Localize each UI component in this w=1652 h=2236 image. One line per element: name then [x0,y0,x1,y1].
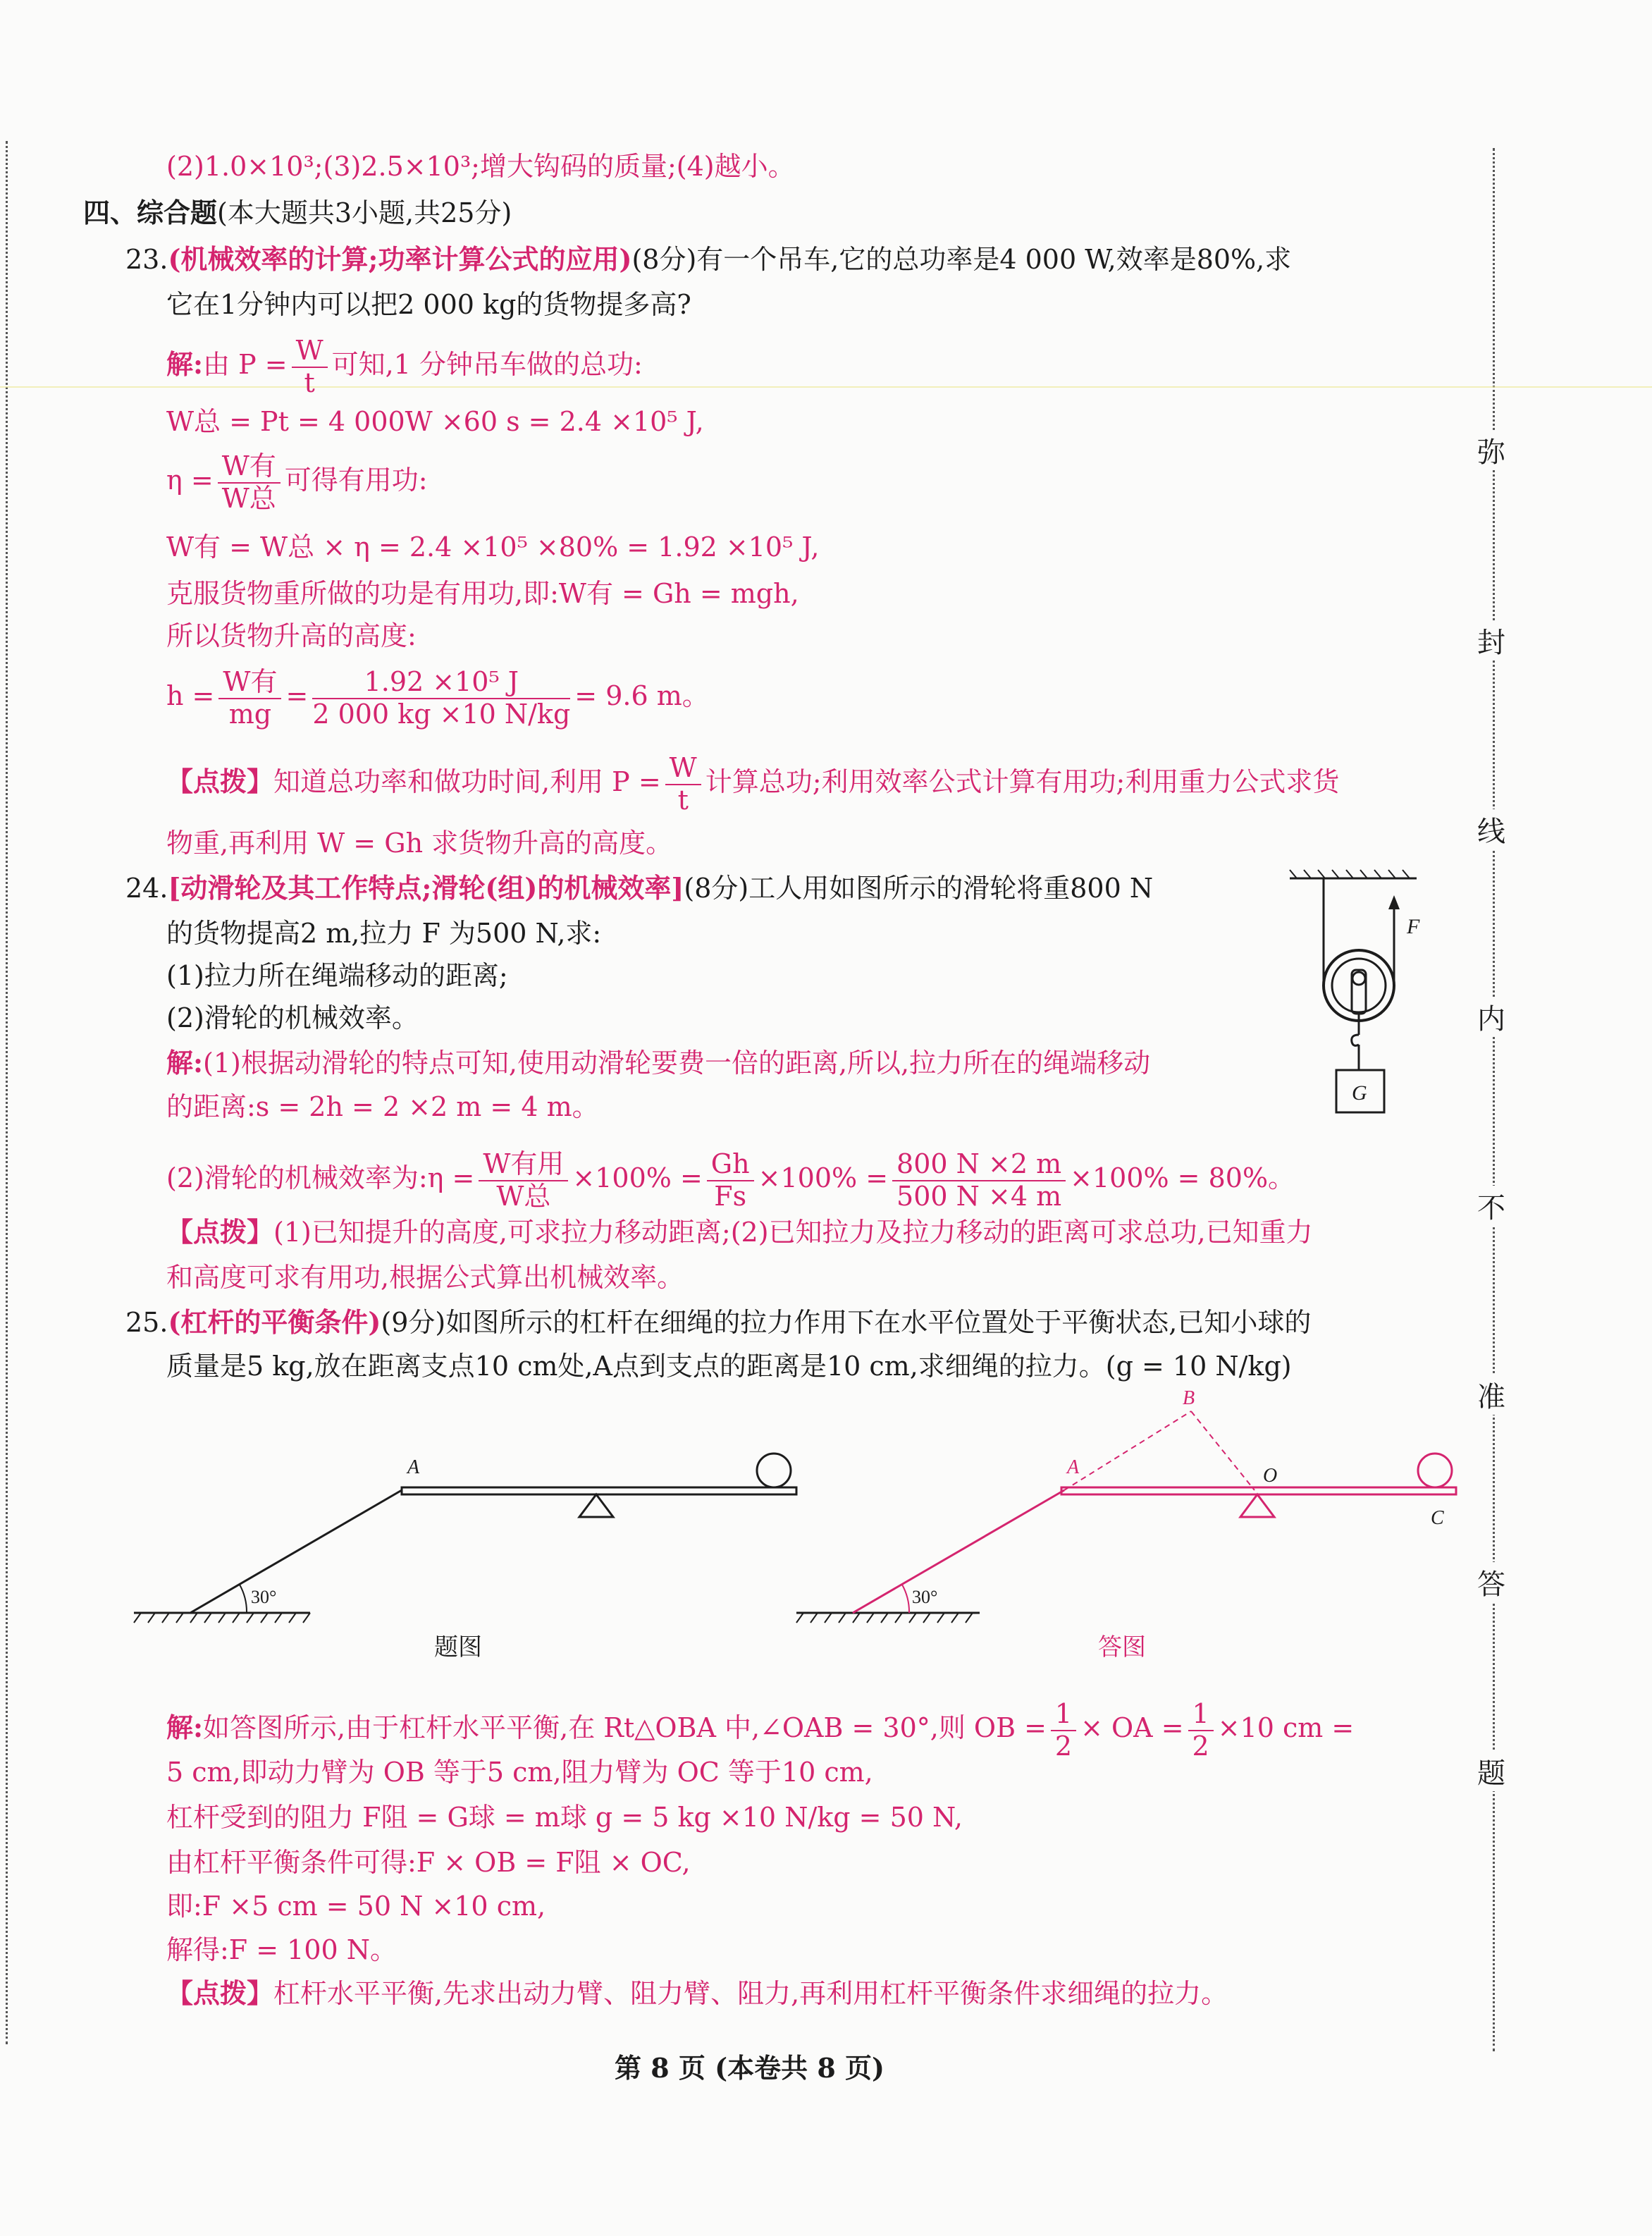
seal-char-5: 不 [1477,1186,1505,1226]
q25-text1: (9分)如图所示的杠杆在细绳的拉力作用下在水平位置处于平衡状态,已知小球的 [381,1307,1312,1338]
q24-sol3 [166,1149,1295,1212]
q24-sol1-text: (1)根据动滑轮的特点可知,使用动滑轮要费一倍的距离,所以,拉力所在的绳端移动 [203,1048,1151,1079]
q23-sol2: W总 = Pt = 4 000W ×60 s = 2.4 ×10⁵ J, [166,406,704,437]
q24-frac3 [892,1149,1066,1212]
string-1 [190,1490,402,1613]
q24-text4: (2)滑轮的机械效率。 [166,1002,419,1033]
q24-sol3c: ×100% = [758,1162,889,1194]
angle-arc-1 [240,1585,247,1613]
point-a-2: A [1067,1456,1080,1478]
seal-char-8: 题 [1477,1751,1505,1791]
frac-den: 2 [1192,1730,1209,1762]
q23-sol6: 所以货物升高的高度: [166,620,417,651]
q23-sol7-frac2 [312,667,570,730]
page-footer: 第 8 页 (本卷共 8 页) [615,2052,884,2084]
q24-line1 [125,871,1153,905]
q25-frac1 [1051,1699,1076,1762]
q25-sol1a: 如答图所示,由于杠杆水平平衡,在 Rt△OBA 中,∠OAB = 30°,则 OB = [203,1712,1047,1744]
frac-den: 2 [1054,1730,1073,1762]
q24-frac1 [479,1149,568,1212]
q24-tip-label: 【点拨】 [166,1216,274,1248]
q25-sol1 [166,1699,1354,1762]
q23-line1 [125,242,1291,276]
frac-num: W有用 [479,1149,568,1181]
q23-sol7a: h = [166,680,215,712]
ball-1 [757,1454,791,1487]
ceiling-hatch [1290,870,1410,878]
q25-tag: (杠杆的平衡条件) [168,1306,381,1338]
lever-2 [1061,1487,1456,1494]
frac-den: 2 000 kg ×10 N/kg [312,698,571,730]
seal-strip [1477,0,1505,2236]
q25-line1 [125,1306,1311,1339]
frac-num: 1.92 ×10⁵ J [312,667,570,699]
weight-label: G [1352,1081,1367,1105]
q23-tip1b: 计算总功;利用效率公式计算有用功;利用重力公式求货 [705,766,1340,798]
q23-tip-frac [665,753,701,816]
ground-1-hatch [134,1613,310,1623]
seal-char-3: 线 [1477,809,1505,849]
q23-tip1 [166,753,1339,816]
q23-sol5: 克服货物重所做的功是有用功,即:W有 = Gh = mgh, [166,578,799,609]
q23-tip1a: 知道总功率和做功时间,利用 P = [273,766,661,798]
ball-2 [1418,1454,1452,1487]
point-a-1: A [407,1456,420,1478]
q23-sol7-eq: = [285,680,309,712]
frac-num: 1 [1188,1699,1214,1731]
q24-sol-label: 解: [166,1047,204,1079]
q25-tip1 [166,1977,1228,2010]
q24-tag: [动滑轮及其工作特点;滑轮(组)的机械效率] [168,872,684,904]
q25-text2: 质量是5 kg,放在距离支点10 cm处,A点到支点的距离是10 cm,求细绳的拉力。(g = 10 N/kg) [166,1351,1292,1382]
q25-number: 25. [125,1307,168,1338]
section-header [83,196,512,230]
q24-tip2: 和高度可求有用功,根据公式算出机械效率。 [166,1262,684,1293]
q24-number: 24. [125,873,168,904]
dashed-ab [1064,1411,1191,1490]
q25-sol1c: ×10 cm = [1217,1712,1355,1744]
q23-sol1a: 由 P = [203,349,288,381]
q23-sol7 [166,667,709,730]
caption-answer: 答图 [1098,1633,1146,1661]
q25-sol-label: 解: [166,1712,204,1744]
section-note: (本大题共3小题,共25分) [217,197,512,228]
q24-sol2: 的距离:s = 2h = 2 ×2 m = 4 m。 [166,1091,599,1122]
q23-sol4: W有 = W总 × η = 2.4 ×10⁵ ×80% = 1.92 ×10⁵ J, [166,532,820,563]
q25-tip1-text: 杠杆水平平衡,先求出动力臂、阻力臂、阻力,再利用杠杆平衡条件求细绳的拉力。 [273,1978,1228,2009]
section-title: 四、综合题 [83,197,218,228]
lever-1 [402,1487,796,1494]
frac-den: Fs [714,1180,747,1212]
angle-arc-2 [902,1585,909,1613]
q23-sol1-frac [292,336,328,398]
q23-sol7b: = 9.6 m。 [574,680,709,712]
q25-sol5: 即:F ×5 cm = 50 N ×10 cm, [166,1891,546,1922]
frac-den: W总 [221,482,276,514]
frac-num: 1 [1051,1699,1076,1731]
force-arrow [1388,895,1400,909]
pulley-axle [1352,972,1365,985]
angle-label-1: 30° [251,1587,277,1607]
answer-figure [796,1387,1456,1661]
force-label: F [1407,915,1420,938]
point-c-2: C [1431,1507,1444,1529]
q24-sol1 [166,1046,1150,1080]
pulley-figure [1276,866,1438,1134]
string-2 [853,1490,1064,1613]
frac-num: W有 [218,451,281,484]
q23-sol3 [166,451,428,514]
seal-char-4: 内 [1477,997,1505,1037]
frac-den: W总 [496,1180,551,1212]
fulcrum-2 [1240,1494,1274,1517]
frac-den: mg [228,698,272,730]
q23-sol3b: 可得有用功: [284,465,428,496]
frac-den: t [677,784,689,816]
frac-den: t [304,367,315,398]
frac-num: W有 [218,667,281,699]
q23-sol1 [166,336,643,398]
seal-char-6: 准 [1477,1375,1505,1415]
frac-num: W [292,336,328,368]
q23-tag: (机械效率的计算;功率计算公式的应用) [168,243,632,275]
q24-text2: 的货物提高2 m,拉力 F 为500 N,求: [166,918,602,949]
dashed-bo [1191,1411,1255,1490]
q24-tip1 [166,1215,1313,1249]
top-answer: (2)1.0×10³;(3)2.5×10³;增大钩码的质量;(4)越小。 [166,151,795,182]
fulcrum-1 [579,1494,613,1517]
q25-sol3: 杠杆受到的阻力 F阻 = G球 = m球 g = 5 kg ×10 N/kg = 50 N, [166,1802,963,1833]
frac-num: 800 N ×2 m [892,1149,1066,1181]
q24-sol3a: (2)滑轮的机械效率为:η = [166,1162,475,1194]
q23-sol1b: 可知,1 分钟吊车做的总功: [331,349,643,381]
q25-sol1b: × OA = [1080,1712,1184,1744]
q23-sol-label: 解: [166,348,204,381]
ground-2-hatch [796,1613,973,1623]
lever-figures [120,1386,1473,1682]
point-b-2: B [1183,1387,1195,1409]
q24-tip1-text: (1)已知提升的高度,可求拉力移动距离;(2)已知拉力及拉力移动的距离可求总功,已知重力 [273,1217,1313,1248]
q25-frac2 [1188,1699,1214,1762]
q23-sol7-frac1 [218,667,281,730]
q23-text1: (8分)有一个吊车,它的总功率是4 000 W,效率是80%,求 [631,244,1292,275]
q25-sol2: 5 cm,即动力臂为 OB 等于5 cm,阻力臂为 OC 等于10 cm, [166,1757,873,1788]
q23-number: 23. [125,244,168,275]
caption-question: 题图 [434,1633,482,1661]
hook [1352,1014,1359,1045]
seal-char-2: 封 [1477,620,1505,661]
q24-text3: (1)拉力所在绳端移动的距离; [166,960,508,991]
q25-sol6: 解得:F = 100 N。 [166,1934,397,1965]
seal-char-7: 答 [1477,1562,1505,1602]
q24-sol3d: ×100% = 80%。 [1070,1162,1295,1194]
seal-char-1: 弥 [1477,430,1505,470]
q24-frac2 [707,1149,754,1212]
q25-sol4: 由杠杆平衡条件可得:F × OB = F阻 × OC, [166,1847,691,1878]
frac-den: 500 N ×4 m [896,1180,1062,1212]
q23-sol3a: η = [166,465,214,496]
q23-tip2: 物重,再利用 W = Gh 求货物升高的高度。 [166,828,673,859]
frac-num: W [665,753,701,785]
q23-sol3-frac [218,451,281,514]
q23-text2: 它在1分钟内可以把2 000 kg的货物提多高? [166,289,691,320]
q24-text1: (8分)工人用如图所示的滑轮将重800 N [684,873,1154,904]
frac-num: Gh [707,1149,754,1181]
angle-label-2: 30° [912,1587,938,1607]
q23-tip-label: 【点拨】 [166,766,274,798]
point-o-2: O [1263,1465,1278,1487]
q24-sol3b: ×100% = [572,1162,703,1194]
question-figure [134,1454,796,1661]
q25-tip-label: 【点拨】 [166,1977,274,2009]
